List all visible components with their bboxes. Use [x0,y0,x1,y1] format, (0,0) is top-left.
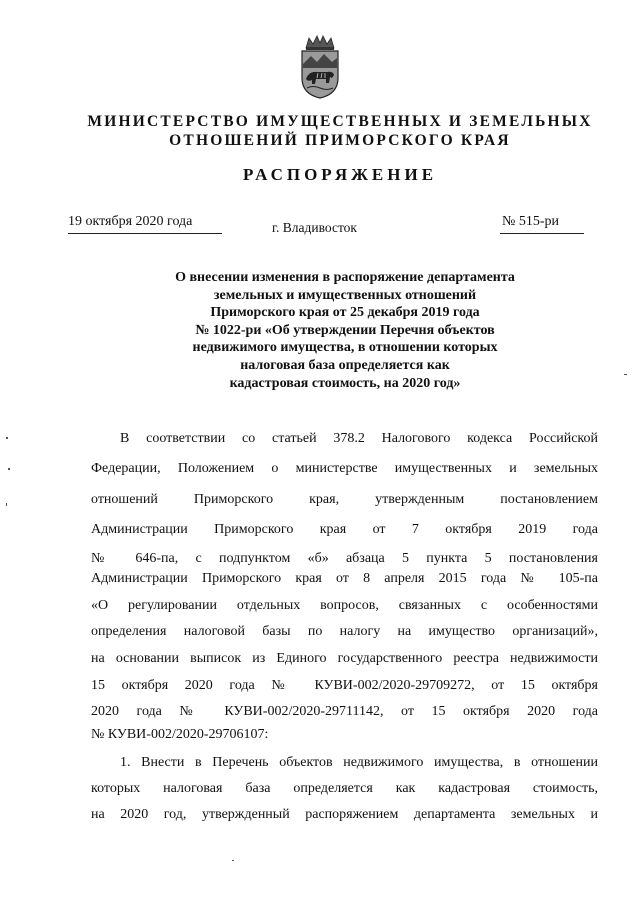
document-subject [110,269,580,392]
scan-speck [8,468,10,470]
body-line: «О регулировании отдельных вопросов, связанных с особенностями [91,598,598,613]
document-type-title: РАСПОРЯЖЕНИЕ [242,165,438,184]
scan-speck [6,503,7,506]
subject-line: О внесении изменения в распоряжение департамента [175,270,515,285]
ministry-name-line1: МИНИСТЕРСТВО ИМУЩЕСТВЕННЫХ И ЗЕМЕЛЬНЫХ [87,113,593,130]
primorsky-krai-coat-of-arms-icon [297,34,343,100]
subject-line: № 1022-ри «Об утверждении Перечня объектов [195,322,495,338]
body-line: № КУВИ-002/2020-29706107: [91,727,269,742]
body-line: 2020 года № КУВИ-002/2020-29711142, от 15 октября 2020 года [91,704,598,719]
scan-speck [6,437,8,439]
body-line: 1. Внести в Перечень объектов недвижимого имущества, в отношении [120,755,598,770]
subject-line: кадастровая стоимость, на 2020 год» [229,375,461,391]
scan-speck [624,374,627,375]
body-line: Администрации Приморского края от 8 апреля 2015 года № 105-па [91,571,598,586]
document-number: № 515-ри [502,214,560,229]
subject-line: налоговая база определяется как [240,357,450,373]
subject-line: недвижимого имущества, в отношении которых [192,340,498,356]
body-line: Федерации, Положением о министерстве имущественных и земельных [91,461,598,476]
scan-speck [232,860,234,861]
body-line: отношений Приморского края, утвержденным постановлением [91,492,598,507]
body-line: определения налоговой базы по налогу на имущество организаций», [91,624,598,639]
body-line: Администрации Приморского края от 7 октября 2019 года [91,522,598,537]
document-city: г. Владивосток [272,220,357,235]
document-date: 19 октября 2020 года [68,214,193,229]
subject-line: земельных и имущественных отношений [213,287,477,303]
body-line: на основании выписок из Единого государственного реестра недвижимости [91,651,598,666]
body-line: на 2020 год, утвержденный распоряжением департамента земельных и [91,807,598,822]
ministry-name-line2: ОТНОШЕНИЙ ПРИМОРСКОГО КРАЯ [169,132,511,149]
body-line: В соответствии со статьей 378.2 Налогового кодекса Российской [120,431,598,446]
subject-line: Приморского края от 25 декабря 2019 года [210,305,480,321]
date-underline [68,233,222,234]
body-line: № 646-па, с подпунктом «б» абзаца 5 пункта 5 постановления [91,551,598,566]
body-line: 15 октября 2020 года № КУВИ-002/2020-29709272, от 15 октября [91,678,598,693]
number-underline [500,233,584,234]
body-line: которых налоговая база определяется как кадастровая стоимость, [91,781,598,796]
